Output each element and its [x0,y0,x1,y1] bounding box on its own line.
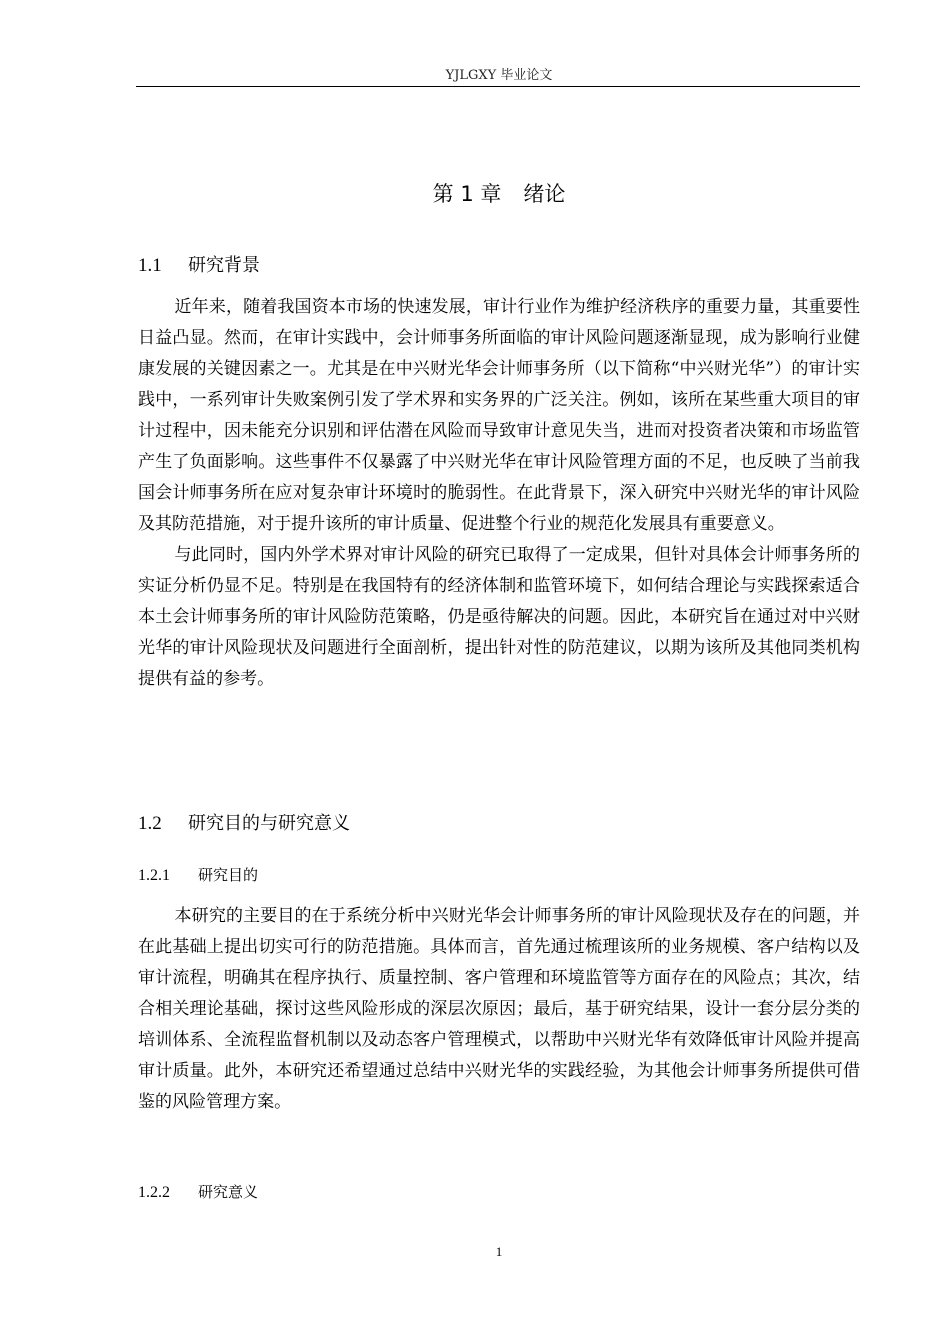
subsection-heading-1-2-2 [138,1180,258,1205]
subsection-number: 1.2.1 [138,867,170,884]
subsection-number: 1.2.2 [138,1184,170,1201]
chapter-number: 第 1 章 [432,182,502,206]
subsection-title: 研究意义 [198,1183,259,1201]
section-1-2-1-body [138,901,860,1118]
paragraph: 近年来，随着我国资本市场的快速发展，审计行业作为维护经济秩序的重要力量，其重要性日益凸显。然而，在审计实践中，会计师事务所面临的审计风险问题逐渐显现，成为影响行业健康发展的关键因素之一。尤其是在中兴财光华会计师事务所（以下简称“中兴财光华”）的审计实践中，一系列审计失败案例引发了学术界和实务界的广泛关注。例如，该所在某些重大项目的审计过程中，因未能充分识别和评估潜在风险而导致审计意见失当，进而对投资者决策和市场监管产生了负面影响。这些事件不仅暴露了中兴财光华在审计风险管理方面的不足，也反映了当前我国会计师事务所在应对复杂审计环境时的脆弱性。在此背景下，深入研究中兴财光华的审计风险及其防范措施，对于提升该所的审计质量、促进整个行业的规范化发展具有重要意义。 [138,297,860,534]
header-rule [136,86,860,87]
paragraph: 本研究的主要目的在于系统分析中兴财光华会计师事务所的审计风险现状及存在的问题，并在此基础上提出切实可行的防范措施。具体而言，首先通过梳理该所的业务规模、客户结构以及审计流程，明确其在程序执行、质量控制、客户管理和环境监管等方面存在的风险点；其次，结合相关理论基础，探讨这些风险形成的深层次原因；最后，基于研究结果，设计一套分层分类的培训体系、全流程监督机制以及动态客户管理模式，以帮助中兴财光华有效降低审计风险并提高审计质量。此外，本研究还希望通过总结中兴财光华的实践经验，为其他会计师事务所提供可借鉴的风险管理方案。 [138,906,860,1112]
section-number: 1.2 [138,813,162,834]
section-title: 研究背景 [188,255,260,276]
section-1-1-body [138,292,860,695]
subsection-heading-1-2-1 [138,863,258,888]
page-number: 1 [495,1244,503,1259]
section-heading-1-2 [138,810,350,838]
section-heading-1-1 [138,252,260,280]
paragraph: 与此同时，国内外学术界对审计风险的研究已取得了一定成果，但针对具体会计师事务所的实证分析仍显不足。特别是在我国特有的经济体制和监管环境下，如何结合理论与实践探索适合本土会计师事务所的审计风险防范策略，仍是亟待解决的问题。因此，本研究旨在通过对中兴财光华的审计风险现状及问题进行全面剖析，提出针对性的防范建议，以期为该所及其他同类机构提供有益的参考。 [138,545,860,689]
subsection-title: 研究目的 [198,866,259,884]
running-header: YJLGXY 毕业论文 [445,68,553,83]
chapter-title: 绪论 [523,182,566,206]
section-title: 研究目的与研究意义 [188,813,350,834]
chapter-heading [138,178,860,210]
section-number: 1.1 [138,255,162,276]
